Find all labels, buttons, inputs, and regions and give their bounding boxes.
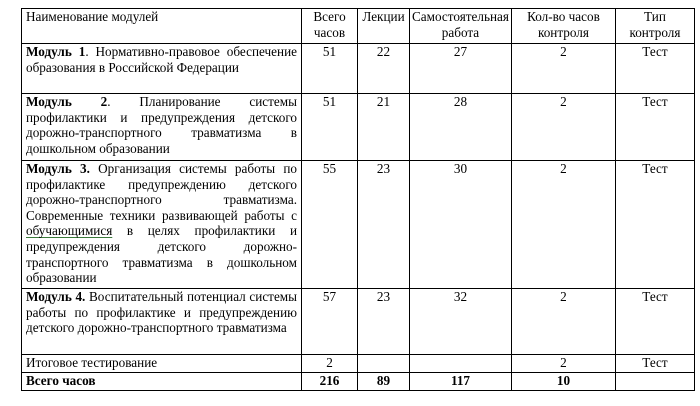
module-1-label: Модуль 1: [26, 44, 86, 59]
header-lectures: Лекции: [358, 9, 410, 44]
module-4-text: Воспитательный потенциал системы работы по профилактике и предупреждению детского дорожно-транспортного травматизма: [26, 289, 297, 336]
module-2-title: [22, 94, 302, 161]
module-3-text-a: Организация системы работы по профилактике предупреждению детского дорожно-транспортного травматизма. Современные техники развивающей работы с: [26, 161, 297, 223]
module-4-lectures: 23: [358, 289, 410, 355]
totals-name: Всего часов: [22, 373, 302, 391]
module-3-selfwork: 30: [410, 161, 512, 289]
table-row: [22, 44, 695, 94]
table-row: [22, 355, 695, 373]
totals-row: [22, 373, 695, 391]
module-2-selfwork: 28: [410, 94, 512, 161]
module-1-title: [22, 44, 302, 94]
totals-control-type: [615, 373, 694, 391]
header-total: Всего часов: [302, 9, 358, 44]
module-1-control-hours: 2: [511, 44, 615, 94]
module-3-lectures: 23: [358, 161, 410, 289]
module-4-control-hours: 2: [511, 289, 615, 355]
totals-total: 216: [302, 373, 358, 391]
module-2-control-hours: 2: [511, 94, 615, 161]
module-4-total: 57: [302, 289, 358, 355]
module-1-text: . Нормативно-правовое обеспечение образования в Российской Федерации: [26, 44, 297, 75]
header-selfwork: Самостоятельная работа: [410, 9, 512, 44]
totals-lectures: 89: [358, 373, 410, 391]
totals-control-hours: 10: [511, 373, 615, 391]
module-3-text-b: в целях профилактики и предупреждения детского дорожно-транспортного травматизма в дошкольном образовании: [26, 223, 297, 286]
final-test-lectures: [358, 355, 410, 373]
header-control-type: Тип контроля: [615, 9, 694, 44]
module-1-control-type: Тест: [615, 44, 694, 94]
module-3-control-hours: 2: [511, 161, 615, 289]
totals-selfwork: 117: [410, 373, 512, 391]
final-test-name: Итоговое тестирование: [22, 355, 302, 373]
module-1-lectures: 22: [358, 44, 410, 94]
module-3-underlined-word: обучающимися: [26, 223, 113, 239]
table-header-row: [22, 9, 695, 44]
header-control-hours: Кол-во часов контроля: [511, 9, 615, 44]
module-4-title: [22, 289, 302, 355]
module-4-selfwork: 32: [410, 289, 512, 355]
module-3-control-type: Тест: [615, 161, 694, 289]
table-container: [21, 8, 695, 391]
modules-table: [21, 8, 695, 391]
module-3-title: [22, 161, 302, 289]
module-2-control-type: Тест: [615, 94, 694, 161]
module-3-total: 55: [302, 161, 358, 289]
module-3-label: Модуль 3.: [26, 161, 90, 176]
module-2-label: Модуль 2: [26, 94, 108, 109]
final-test-control-hours: 2: [511, 355, 615, 373]
header-name: Наименование модулей: [22, 9, 302, 44]
module-2-text: . Планирование системы профилактики и предупреждения детского дорожно-транспортного травматизма в дошкольном образовании: [26, 94, 297, 156]
final-test-control-type: Тест: [615, 355, 694, 373]
final-test-total: 2: [302, 355, 358, 373]
module-1-total: 51: [302, 44, 358, 94]
module-2-lectures: 21: [358, 94, 410, 161]
table-row: [22, 289, 695, 355]
final-test-selfwork: [410, 355, 512, 373]
table-row: [22, 94, 695, 161]
module-4-label: Модуль 4.: [26, 289, 86, 304]
module-1-selfwork: 27: [410, 44, 512, 94]
module-2-total: 51: [302, 94, 358, 161]
table-row: [22, 161, 695, 289]
module-4-control-type: Тест: [615, 289, 694, 355]
